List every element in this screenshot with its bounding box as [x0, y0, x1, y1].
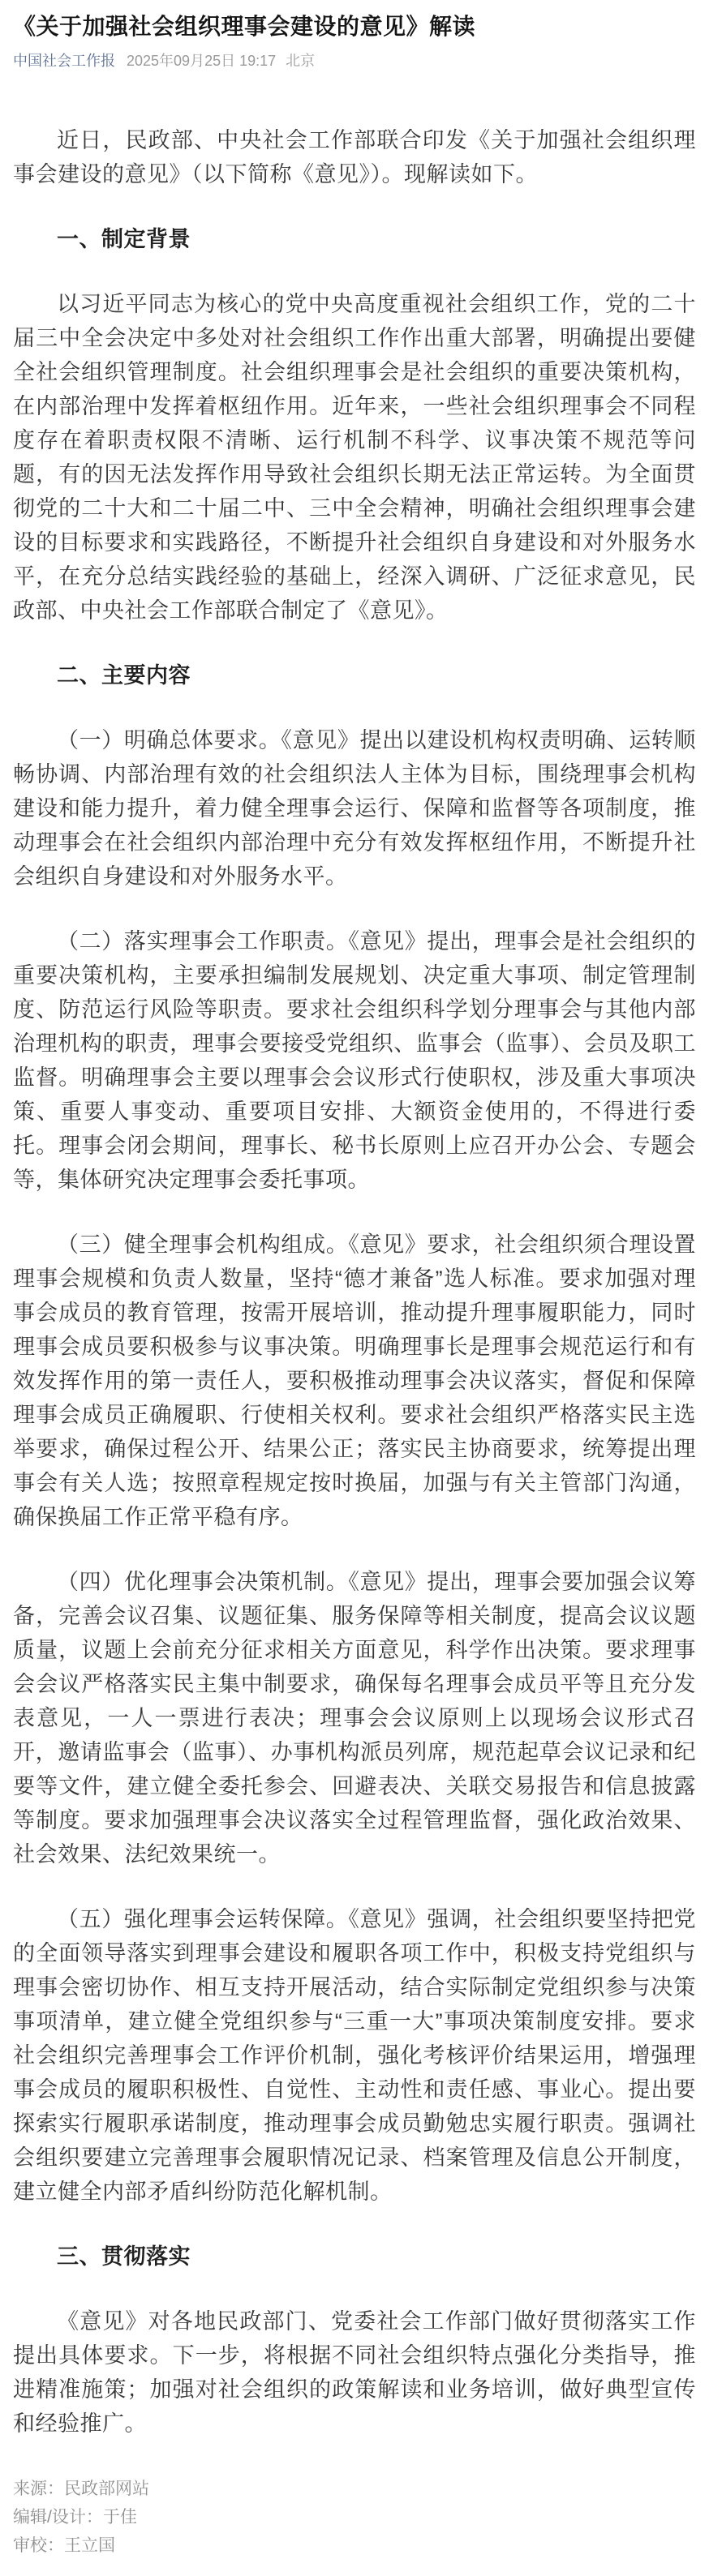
reviewer-line: 审校：王立国	[13, 2536, 115, 2555]
article-title: 《关于加强社会组织理事会建设的意见》解读	[13, 14, 476, 39]
account-name-link[interactable]: 中国社会工作报	[13, 53, 115, 69]
article-footer	[13, 2471, 696, 2576]
section-heading: 二、主要内容	[57, 663, 191, 688]
article-body	[13, 71, 696, 2441]
paragraph: （四）优化理事会决策机制。《意见》提出，理事会要加强会议筹备，完善会议召集、议题征集、服务保障等相关制度，提高会议议题质量，议题上会前充分征求相关方面意见，科学作出决策。要求理事会会议严格落实民主集中制要求，确保每名理事会成员平等且充分发表意见，一人一票进行表决；理事会会议原则上以现场会议形式召开，邀请监事会（监事）、办事机构派员列席，规范起草会议记录和纪要等文件，建立健全委托参会、回避表决、关联交易报告和信息披露等制度。要求加强理事会决议落实全过程管理监督，强化政治效果、社会效果、法纪效果统一。	[13, 1570, 696, 1867]
editor-line: 编辑/设计：于佳	[13, 2508, 137, 2527]
section-heading: 一、制定背景	[57, 227, 191, 251]
publish-location: 北京	[286, 53, 316, 69]
publish-date: 2025年09月25日 19:17	[127, 53, 277, 69]
paragraph: 《意见》对各地民政部门、党委社会工作部门做好贯彻落实工作提出具体要求。下一步，将根据不同社会组织特点强化分类指导，推进精准施策；加强对社会组织的政策解读和业务培训，做好典型宣传和经验推广。	[13, 2309, 696, 2436]
paragraph: （二）落实理事会工作职责。《意见》提出，理事会是社会组织的重要决策机构，主要承担编制发展规划、决定重大事项、制定管理制度、防范运行风险等职责。要求社会组织科学划分理事会与其他内部治理机构的职责，理事会要接受党组织、监事会（监事）、会员及职工监督。明确理事会主要以理事会会议形式行使职权，涉及重大事项决策、重要人事变动、重要项目安排、大额资金使用的，不得进行委托。理事会闭会期间，理事长、秘书长原则上应召开办公会、专题会等，集体研究决定理事会委托事项。	[13, 929, 696, 1192]
paragraph: （三）健全理事会机构组成。《意见》要求，社会组织须合理设置理事会规模和负责人数量，坚持“德才兼备”选人标准。要求加强对理事会成员的教育管理，按需开展培训，推动提升理事履职能力，同时理事会成员要积极参与议事决策。明确理事长是理事会规范运行和有效发挥作用的第一责任人，要积极推动理事会决议落实，督促和保障理事会成员正确履职、行使相关权利。要求社会组织严格落实民主选举要求，确保过程公开、结果公正；落实民主协商要求，统筹提出理事会有关人选；按照章程规定按时换届，加强与有关主管部门沟通，确保换届工作正常平稳有序。	[13, 1232, 696, 1529]
paragraph: （一）明确总体要求。《意见》提出以建设机构权责明确、运转顺畅协调、内部治理有效的社会组织法人主体为目标，围绕理事会机构建设和能力提升，着力健全理事会运行、保障和监督等各项制度，推动理事会在社会组织内部治理中充分有效发挥枢纽作用，不断提升社会组织自身建设和对外服务水平。	[13, 728, 696, 889]
paragraph: （五）强化理事会运转保障。《意见》强调，社会组织要坚持把党的全面领导落实到理事会建设和履职各项工作中，积极支持党组织与理事会密切协作、相互支持开展活动，结合实际制定党组织参与决策事项清单，建立健全党组织参与“三重一大”事项决策制度安排。要求社会组织完善理事会工作评价机制，强化考核评价结果运用，增强理事会成员的履职积极性、自觉性、主动性和责任感、事业心。提出要探索实行履职承诺制度，推动理事会成员勤勉忠实履行职责。强调社会组织要建立完善理事会履职情况记录、档案管理及信息公开制度，建立健全内部矛盾纠纷防范化解机制。	[13, 1907, 696, 2204]
paragraph: 以习近平同志为核心的党中央高度重视社会组织工作，党的二十届三中全会决定中多处对社会组织工作作出重大部署，明确提出要健全社会组织管理制度。社会组织理事会是社会组织的重要决策机构，在内部治理中发挥着枢纽作用。近年来，一些社会组织理事会不同程度存在着职责权限不清晰、运行机制不科学、议事决策不规范等问题，有的因无法发挥作用导致社会组织长期无法正常运转。为全面贯彻党的二十大和二十届二中、三中全会精神，明确社会组织理事会建设的目标要求和实践路径，不断提升社会组织自身建设和对外服务水平，在充分总结实践经验的基础上，经深入调研、广泛征求意见，民政部、中央社会工作部联合制定了《意见》。	[13, 292, 696, 623]
byline	[13, 50, 696, 71]
paragraph: 近日，民政部、中央社会工作部联合印发《关于加强社会组织理事会建设的意见》（以下简称《意见》）。现解读如下。	[13, 128, 696, 186]
source-line: 来源：民政部网站	[13, 2480, 149, 2498]
section-heading: 三、贯彻落实	[57, 2244, 191, 2269]
